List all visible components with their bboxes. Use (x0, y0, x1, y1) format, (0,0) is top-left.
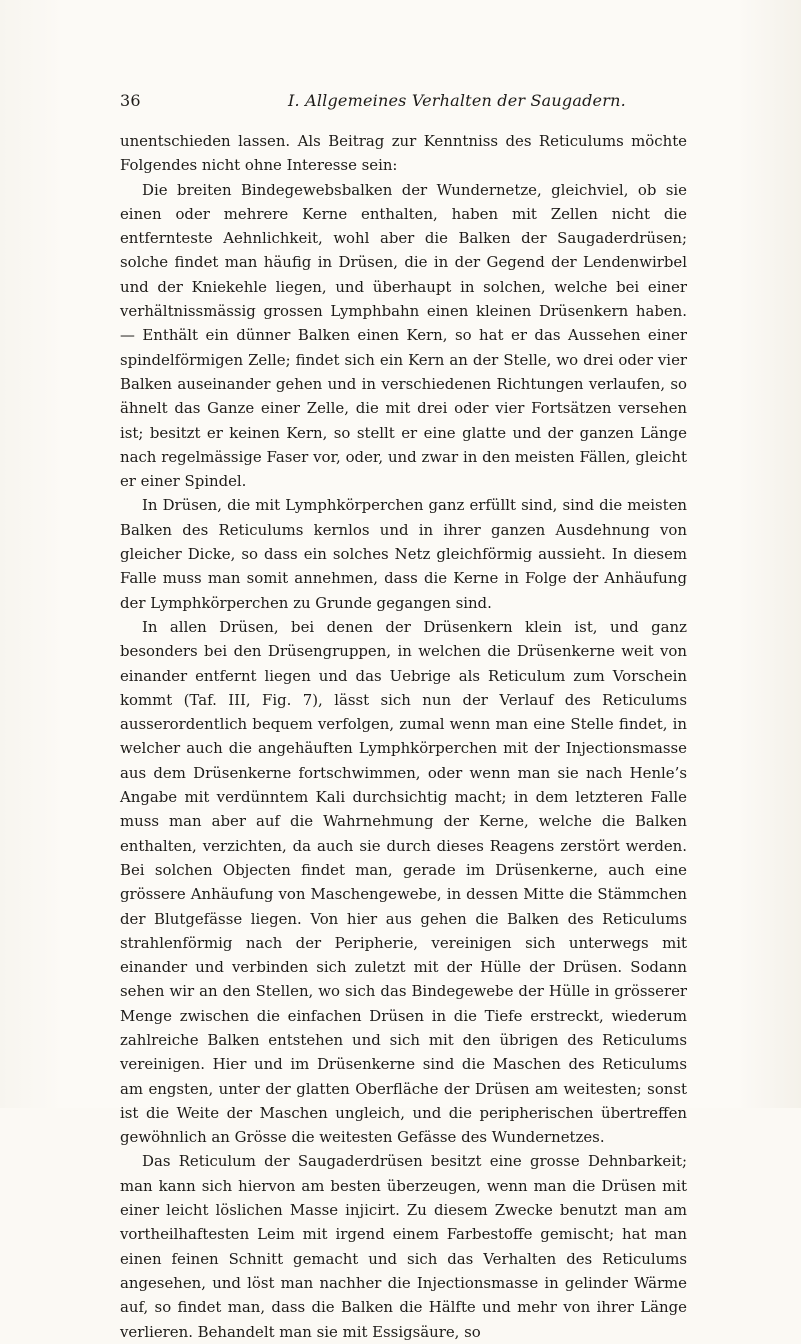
page-number: 36 (120, 91, 141, 110)
paragraph-dehnbarkeit: Das Reticulum der Saugaderdrüsen besitzt eine grosse Dehnbarkeit; man kann sich hiervon am besten überzeugen, wenn man die Drüsen mit einer leicht löslichen Masse injicirt. Zu diesem Zwecke benutzt man am vortheilhaftesten Leim mit irgend einem Farbestoffe gemischt; hat man einen feinen Schnitt gemacht und sich das Verhalten des Reticulums angesehen, und löst man nachher die Injectionsmasse in gelinder Wärme auf, so findet man, dass die Balken die Hälfte und mehr von ihrer Länge verlieren. Behandelt man sie mit Essigsäure, so (120, 1152, 687, 1341)
paragraph-reticulum-verlauf: In allen Drüsen, bei denen der Drüsenkern klein ist, und ganz besonders bei den Drüsengruppen, in welchen die Drüsenkerne weit von einander entfernt liegen und das Uebrige als Reticulum zum Vorschein kommt (Taf. III, Fig. 7), lässt sich nun der Verlauf des Reticulums ausserordentlich bequem verfolgen, zumal wenn man eine Stelle findet, in welcher auch die angehäuften Lymphkörperchen mit der Injectionsmasse aus dem Drüsenkerne fortschwimmen, oder wenn man sie nach Henle’s Angabe mit verdünntem Kali durchsichtig macht; in dem letzteren Falle muss man aber auf die Wahrnehmung der Kerne, welche die Balken enthalten, verzichten, da auch sie durch dieses Reagens zerstört werden. Bei solchen Objecten findet man, gerade im Drüsenkerne, auch eine grössere Anhäufung von Maschengewebe, in dessen Mitte die Stämmchen der Blutgefässe liegen. Von hier aus gehen die Balken des Reticulums strahlenförmig nach der Peripherie, vereinigen sich unterwegs mit einander und verbinden sich zuletzt mit der Hülle der Drüsen. Sodann sehen wir an den Stellen, wo sich das Bindegewebe der Hülle in grösserer Menge zwischen die einfachen Drüsen in die Tiefe erstreckt, wiederum zahlreiche Balken entstehen und sich mit den übrigen des Reticulums vereinigen. Hier und im Drüsenkerne sind die Maschen des Reticulums am engsten, unter der glatten Oberfläche der Drüsen am weitesten; sonst ist die Weite der Maschen ungleich, und die peripherischen übertreffen gewöhnlich an Grösse die weitesten Gefässe des Wundernetzes. (120, 617, 687, 1147)
paragraph-lymphkoerperchen: In Drüsen, die mit Lymphkörperchen ganz erfüllt sind, sind die meisten Balken des Reticulums kernlos und in ihrer ganzen Ausdehnung von gleicher Dicke, so dass ein solches Netz gleichförmig aussieht. In diesem Falle muss man somit annehmen, dass die Kerne in Folge der Anhäufung der Lymphkörperchen zu Grunde gegangen sind. (120, 496, 687, 612)
page-header (120, 88, 687, 114)
paragraph-bindegewebsbalken: Die breiten Bindegewebsbalken der Wundernetze, gleichviel, ob sie einen oder mehrere Kerne enthalten, haben mit Zellen nicht die entfernteste Aehnlichkeit, wohl aber die Balken der Saugaderdrüsen; solche findet man häufig in Drüsen, die in der Gegend der Lendenwirbel und der Kniekehle liegen, und überhaupt in solchen, welche bei einer verhältnissmässig grossen Lymphbahn einen kleinen Drüsenkern haben. — Enthält ein dünner Balken einen Kern, so hat er das Aussehen einer spindelförmigen Zelle; findet sich ein Kern an der Stelle, wo drei oder vier Balken auseinander gehen und in verschiedenen Richtungen verlaufen, so ähnelt das Ganze einer Zelle, die mit drei oder vier Fortsätzen versehen ist; besitzt er keinen Kern, so stellt er eine glatte und der ganzen Länge nach regelmässige Faser vor, oder, und zwar in den meisten Fällen, gleicht er einer Spindel. (120, 180, 687, 491)
running-title: I. Allgemeines Verhalten der Saugadern. (288, 91, 626, 110)
paragraph-continuation: unentschieden lassen. Als Beitrag zur Kenntniss des Reticulums möchte Folgendes nicht ohne Interesse sein: (120, 132, 687, 175)
body-text (120, 129, 687, 1344)
